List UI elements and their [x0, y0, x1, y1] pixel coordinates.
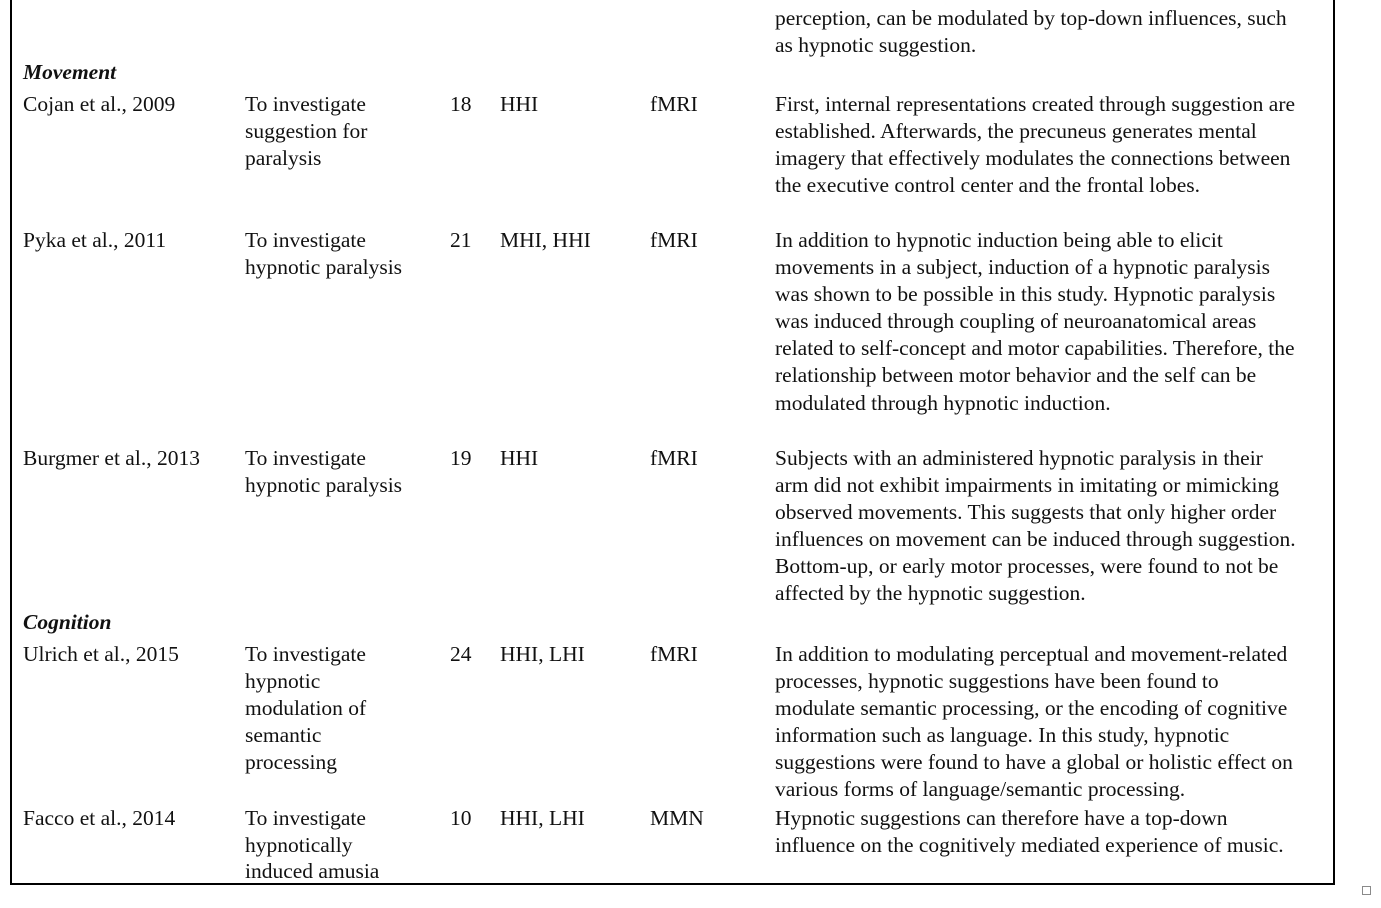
- aim-line: paralysis: [245, 146, 322, 170]
- sample-size-cell: 18: [450, 92, 472, 116]
- findings-line: In addition to modulating perceptual and movement-related: [775, 642, 1288, 666]
- findings-line: the executive control center and the frontal lobes.: [775, 173, 1201, 197]
- findings-line: arm did not exhibit impairments in imitating or mimicking: [775, 473, 1279, 497]
- aim-line: induced amusia: [245, 859, 380, 883]
- aim-line: hypnotic paralysis: [245, 473, 403, 497]
- subjects-cell: HHI, LHI: [500, 806, 585, 830]
- findings-line: influences on movement can be induced through suggestion.: [775, 527, 1296, 551]
- resize-handle[interactable]: [1362, 886, 1371, 895]
- method-cell: MMN: [650, 806, 704, 830]
- aim-line: hypnotically: [245, 833, 353, 857]
- findings-line: imagery that effectively modulates the connections between: [775, 146, 1291, 170]
- continuation-line: as hypnotic suggestion.: [775, 33, 977, 57]
- subjects-cell: HHI: [500, 446, 539, 470]
- method-cell: fMRI: [650, 642, 698, 666]
- findings-line: related to self-concept and motor capabilities. Therefore, the: [775, 336, 1295, 360]
- aim-line: hypnotic paralysis: [245, 255, 403, 279]
- aim-line: To investigate: [245, 446, 366, 470]
- study-cell: Cojan et al., 2009: [23, 92, 176, 116]
- aim-line: To investigate: [245, 806, 366, 830]
- study-cell: Ulrich et al., 2015: [23, 642, 179, 666]
- findings-line: Hypnotic suggestions can therefore have a top-down: [775, 806, 1228, 830]
- findings-line: relationship between motor behavior and the self can be: [775, 363, 1257, 387]
- aim-line: To investigate: [245, 92, 366, 116]
- section-heading-movement: Movement: [23, 60, 117, 84]
- subjects-cell: HHI, LHI: [500, 642, 585, 666]
- study-cell: Facco et al., 2014: [23, 806, 176, 830]
- findings-line: established. Afterwards, the precuneus generates mental: [775, 119, 1257, 143]
- method-cell: fMRI: [650, 92, 698, 116]
- continuation-line: perception, can be modulated by top-down influences, such: [775, 6, 1287, 30]
- findings-line: suggestions were found to have a global or holistic effect on: [775, 750, 1293, 774]
- method-cell: fMRI: [650, 228, 698, 252]
- findings-line: affected by the hypnotic suggestion.: [775, 581, 1086, 605]
- findings-line: Bottom-up, or early motor processes, were found to not be: [775, 554, 1279, 578]
- findings-line: observed movements. This suggests that only higher order: [775, 500, 1277, 524]
- subjects-cell: MHI, HHI: [500, 228, 591, 252]
- study-cell: Pyka et al., 2011: [23, 228, 167, 252]
- findings-line: First, internal representations created through suggestion are: [775, 92, 1296, 116]
- sample-size-cell: 24: [450, 642, 472, 666]
- findings-line: influence on the cognitively mediated experience of music.: [775, 833, 1284, 857]
- findings-line: movements in a subject, induction of a hypnotic paralysis: [775, 255, 1270, 279]
- aim-line: modulation of: [245, 696, 367, 720]
- findings-line: was shown to be possible in this study. Hypnotic paralysis: [775, 282, 1276, 306]
- aim-line: processing: [245, 750, 337, 774]
- findings-line: processes, hypnotic suggestions have been found to: [775, 669, 1219, 693]
- aim-line: hypnotic: [245, 669, 321, 693]
- section-heading-cognition: Cognition: [23, 610, 112, 634]
- aim-line: suggestion for: [245, 119, 368, 143]
- method-cell: fMRI: [650, 446, 698, 470]
- subjects-cell: HHI: [500, 92, 539, 116]
- aim-line: To investigate: [245, 228, 366, 252]
- findings-line: was induced through coupling of neuroanatomical areas: [775, 309, 1257, 333]
- sample-size-cell: 19: [450, 446, 472, 470]
- aim-line: To investigate: [245, 642, 366, 666]
- study-cell: Burgmer et al., 2013: [23, 446, 200, 470]
- findings-line: In addition to hypnotic induction being able to elicit: [775, 228, 1223, 252]
- aim-line: semantic: [245, 723, 322, 747]
- findings-line: information such as language. In this study, hypnotic: [775, 723, 1230, 747]
- findings-line: various forms of language/semantic processing.: [775, 777, 1186, 801]
- findings-line: Subjects with an administered hypnotic paralysis in their: [775, 446, 1263, 470]
- sample-size-cell: 21: [450, 228, 472, 252]
- findings-line: modulate semantic processing, or the encoding of cognitive: [775, 696, 1288, 720]
- sample-size-cell: 10: [450, 806, 472, 830]
- findings-line: modulated through hypnotic induction.: [775, 391, 1111, 415]
